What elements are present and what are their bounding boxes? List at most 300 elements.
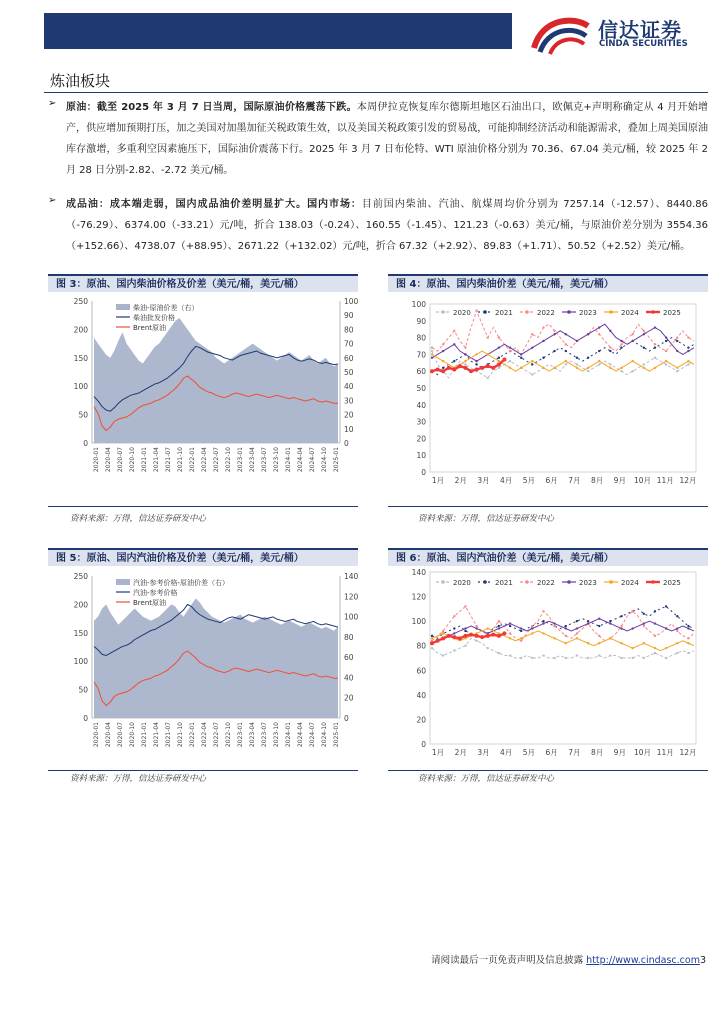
data-point xyxy=(565,635,567,637)
y-tick-label: 90 xyxy=(416,316,426,326)
x-tick-label: 8月 xyxy=(590,476,604,485)
y-left-tick-label: 0 xyxy=(83,714,88,723)
x-tick-label: 2022-01 xyxy=(189,722,196,748)
y-left-tick-label: 100 xyxy=(73,382,88,392)
data-point xyxy=(553,333,555,335)
data-point xyxy=(509,346,511,348)
legend-label: 2023 xyxy=(579,579,597,587)
x-tick-label: 2023-07 xyxy=(261,722,268,748)
data-point xyxy=(598,625,600,627)
y-right-tick-label: 60 xyxy=(344,653,354,663)
data-point xyxy=(643,613,645,615)
data-point xyxy=(631,370,633,372)
data-point xyxy=(609,363,611,365)
data-point xyxy=(520,657,522,659)
data-point xyxy=(687,363,689,365)
chart-gasoline-spread-yearly xyxy=(388,568,708,778)
data-point xyxy=(542,632,544,634)
data-point xyxy=(486,364,490,368)
y-tick-label: 40 xyxy=(416,690,426,700)
data-point xyxy=(487,627,489,629)
data-point xyxy=(654,652,656,654)
data-point xyxy=(442,654,444,656)
data-point xyxy=(487,647,489,649)
legend-label: 2022 xyxy=(537,579,555,587)
data-point xyxy=(609,330,611,332)
y-tick-label: 80 xyxy=(416,333,426,343)
data-point xyxy=(609,350,611,352)
data-point xyxy=(502,631,506,635)
data-point xyxy=(576,363,578,365)
data-point xyxy=(665,360,667,362)
paragraph-body: 本周伊拉克恢复库尔德斯坦地区石油出口，欧佩克+声明称确定从 4 月开始增产，供应增加预期打压，加之美国对加墨加征关税政策生效，以及美国关税政策引发的贸易战，可能抑制经济活动和能源需求，叠加上周美国原油库存激增，多重利空因素施压下，国际油价震荡下行。2025 年 3 月 7 日布伦特、WTI 原油价格分别为 70.36、67.04 美元/桶，较 2025 年 2 月 28 日分别-2.82、-2.72 美元/桶。 xyxy=(66,102,708,176)
y-left-tick-label: 0 xyxy=(83,439,88,448)
x-tick-label: 2020-07 xyxy=(117,722,124,748)
data-point xyxy=(542,340,544,342)
data-point xyxy=(676,340,678,342)
y-tick-label: 120 xyxy=(411,592,426,602)
data-point xyxy=(598,350,600,352)
x-tick-label: 2025-01 xyxy=(333,722,340,748)
data-point xyxy=(531,333,533,335)
x-tick-label: 2021-01 xyxy=(141,722,148,748)
data-point xyxy=(487,353,489,355)
data-point xyxy=(665,657,667,659)
data-point xyxy=(620,343,622,345)
x-tick-label: 2021-10 xyxy=(177,722,184,748)
legend-label: 2024 xyxy=(621,309,639,317)
x-tick-label: 2023-04 xyxy=(249,722,256,748)
section-divider xyxy=(44,92,708,93)
data-point xyxy=(520,640,522,642)
data-point xyxy=(598,363,600,365)
data-point xyxy=(676,336,678,338)
data-point xyxy=(531,373,533,375)
x-tick-label: 11月 xyxy=(656,748,674,757)
x-tick-label: 2月 xyxy=(454,476,467,485)
legend-label: 2025 xyxy=(663,579,681,587)
data-point xyxy=(687,360,689,362)
data-point xyxy=(643,346,645,348)
data-point xyxy=(620,657,622,659)
data-point xyxy=(565,360,567,362)
data-point xyxy=(531,627,533,629)
x-tick-label: 6月 xyxy=(545,748,558,757)
y-right-tick-label: 60 xyxy=(344,353,354,363)
data-point xyxy=(643,330,645,332)
data-point xyxy=(453,360,455,362)
data-point xyxy=(520,357,522,359)
data-point xyxy=(498,627,500,629)
x-tick-label: 2023-01 xyxy=(237,447,244,473)
data-point xyxy=(520,630,522,632)
x-tick-label: 10月 xyxy=(634,476,652,485)
legend-label: 2020 xyxy=(453,309,471,317)
y-tick-label: 140 xyxy=(411,568,426,577)
x-tick-label: 2020-10 xyxy=(129,447,136,473)
section-title: 炼油板块 xyxy=(50,72,111,90)
y-tick-label: 100 xyxy=(411,300,426,309)
data-point xyxy=(464,630,466,632)
data-point xyxy=(542,326,544,328)
legend-label: Brent原油 xyxy=(133,324,167,332)
x-tick-label: 1月 xyxy=(431,476,445,485)
data-point xyxy=(520,367,522,369)
data-point xyxy=(609,346,611,348)
x-tick-label: 2020-01 xyxy=(93,722,100,748)
data-point xyxy=(475,353,477,355)
legend-label: 2021 xyxy=(495,579,513,587)
data-point xyxy=(498,620,500,622)
data-point xyxy=(553,350,555,352)
y-left-tick-label: 150 xyxy=(73,628,88,638)
x-tick-label: 7月 xyxy=(568,748,581,757)
data-point xyxy=(509,637,511,639)
legend-marker xyxy=(525,580,529,584)
data-point xyxy=(620,615,622,617)
website-link[interactable]: http://www.cindasc.com xyxy=(586,955,700,966)
data-point xyxy=(453,330,455,332)
y-right-tick-label: 30 xyxy=(344,396,354,406)
spread-area-series xyxy=(94,598,338,718)
data-point xyxy=(620,367,622,369)
y-tick-label: 60 xyxy=(416,367,426,377)
x-tick-label: 2021-07 xyxy=(165,722,172,748)
data-point xyxy=(676,627,678,629)
y-right-tick-label: 0 xyxy=(344,714,349,723)
data-point xyxy=(676,652,678,654)
y-tick-label: 60 xyxy=(416,666,426,676)
data-point xyxy=(453,649,455,651)
data-point xyxy=(687,625,689,627)
x-tick-label: 2023-04 xyxy=(249,447,256,473)
data-point xyxy=(475,310,477,312)
x-tick-label: 12月 xyxy=(679,476,697,485)
legend-marker xyxy=(567,310,571,314)
data-point xyxy=(498,360,500,362)
x-tick-label: 3月 xyxy=(477,748,490,757)
bullet-2: ➢ xyxy=(48,195,57,206)
data-point xyxy=(520,353,522,355)
data-point xyxy=(598,326,600,328)
data-point xyxy=(565,625,567,627)
data-point xyxy=(436,368,440,372)
x-tick-label: 2024-07 xyxy=(309,722,316,748)
data-point xyxy=(464,363,466,365)
data-point xyxy=(665,340,667,342)
y-left-tick-label: 250 xyxy=(73,297,88,306)
data-point xyxy=(676,642,678,644)
y-right-tick-label: 80 xyxy=(344,632,354,642)
data-point xyxy=(565,642,567,644)
data-point xyxy=(491,633,495,637)
data-point xyxy=(609,622,611,624)
x-tick-label: 2020-04 xyxy=(105,722,112,748)
legend-swatch xyxy=(116,579,130,585)
y-right-tick-label: 50 xyxy=(344,368,354,377)
data-point xyxy=(676,615,678,617)
y-tick-label: 80 xyxy=(416,641,426,651)
data-point xyxy=(643,642,645,644)
data-point xyxy=(643,367,645,369)
data-point xyxy=(509,360,511,362)
data-point xyxy=(631,647,633,649)
figure-5 xyxy=(48,548,358,788)
data-point xyxy=(576,632,578,634)
data-point xyxy=(598,642,600,644)
data-point xyxy=(620,346,622,348)
data-point xyxy=(542,367,544,369)
data-point xyxy=(687,637,689,639)
figure-source: 资料来源：万得，信达证券研发中心 xyxy=(70,514,207,524)
data-point xyxy=(464,645,466,647)
chart-diesel-spread-yearly xyxy=(388,294,708,504)
data-point xyxy=(576,627,578,629)
x-tick-label: 2024-10 xyxy=(321,447,328,473)
data-point xyxy=(480,366,484,370)
brand-name-en: CINDA SECURITIES xyxy=(599,39,688,49)
legend-marker xyxy=(441,310,445,314)
data-point xyxy=(531,363,533,365)
data-point xyxy=(431,357,433,359)
data-point xyxy=(609,637,611,639)
x-tick-label: 2021-01 xyxy=(141,447,148,473)
figure-6 xyxy=(388,548,708,788)
y-left-tick-label: 50 xyxy=(78,685,88,695)
data-point xyxy=(509,632,511,634)
x-tick-label: 9月 xyxy=(613,476,626,485)
legend-swatch xyxy=(116,304,130,310)
x-tick-label: 2021-04 xyxy=(153,722,160,748)
year-line-series xyxy=(432,338,694,375)
data-point xyxy=(654,343,656,345)
data-point xyxy=(475,640,477,642)
data-point xyxy=(553,625,555,627)
data-point xyxy=(565,627,567,629)
data-point xyxy=(542,620,544,622)
data-point xyxy=(430,369,434,373)
y-tick-label: 0 xyxy=(421,740,426,749)
x-tick-label: 10月 xyxy=(634,748,652,757)
data-point xyxy=(441,369,445,373)
data-point xyxy=(491,366,495,370)
x-tick-label: 2022-10 xyxy=(225,447,232,473)
data-point xyxy=(676,350,678,352)
data-point xyxy=(598,617,600,619)
legend-label: 2023 xyxy=(579,309,597,317)
x-tick-label: 2023-01 xyxy=(237,722,244,748)
data-point xyxy=(654,326,656,328)
data-point xyxy=(665,605,667,607)
data-point xyxy=(631,333,633,335)
data-point xyxy=(631,657,633,659)
data-point xyxy=(453,343,455,345)
data-point xyxy=(565,333,567,335)
data-point xyxy=(631,627,633,629)
data-point xyxy=(620,370,622,372)
data-point xyxy=(498,346,500,348)
spread-area-series xyxy=(94,318,338,443)
data-point xyxy=(498,625,500,627)
data-point xyxy=(458,636,462,640)
data-point xyxy=(487,377,489,379)
data-point xyxy=(587,357,589,359)
data-point xyxy=(654,610,656,612)
y-right-tick-label: 100 xyxy=(344,612,358,622)
data-point xyxy=(687,336,689,338)
year-line-series xyxy=(432,351,694,378)
legend-label: 2025 xyxy=(663,309,681,317)
x-tick-label: 2021-04 xyxy=(153,447,160,473)
bullet-1: ➢ xyxy=(48,98,57,109)
data-point xyxy=(475,625,477,627)
paragraph-body: 目前国内柴油、汽油、航煤周均价分别为 7257.14（-12.57）、8440.86（-76.29）、6374.00（-33.21）元/吨，折合 138.03（-0.24）、160.55（-1.45）、121.23（-0.63）美元/桶，与原油价差分别为 3554.36（+152.66）、4738.07（+88.95）、2671.22（+132.02）元/吨，折合 67.32（+2.92）、89.83（+1.71）、50.52（+2.52）美元/桶。 xyxy=(66,199,708,252)
data-point xyxy=(587,367,589,369)
page-footer xyxy=(431,952,706,966)
figure-3 xyxy=(48,274,358,524)
data-point xyxy=(620,625,622,627)
data-point xyxy=(498,336,500,338)
data-point xyxy=(431,647,433,649)
figure-source: 资料来源：万得，信达证券研发中心 xyxy=(418,774,555,784)
x-tick-label: 2024-07 xyxy=(309,447,316,473)
y-right-tick-label: 40 xyxy=(344,382,354,392)
data-point xyxy=(475,627,477,629)
legend-label: 汽油-参考价格-原油价差（右） xyxy=(133,579,230,587)
figure-divider xyxy=(388,506,708,507)
figure-divider xyxy=(48,506,358,507)
y-right-tick-label: 100 xyxy=(344,297,358,306)
legend-label: 2022 xyxy=(537,309,555,317)
x-tick-label: 2025-01 xyxy=(333,447,340,473)
y-right-tick-label: 70 xyxy=(344,339,354,349)
data-point xyxy=(587,370,589,372)
year-line-series xyxy=(432,324,694,361)
data-point xyxy=(452,368,456,372)
x-tick-label: 1月 xyxy=(431,748,445,757)
x-tick-label: 4月 xyxy=(500,476,513,485)
data-point xyxy=(553,367,555,369)
chart-gasoline-price-spread xyxy=(48,568,358,778)
data-point xyxy=(631,360,633,362)
data-point xyxy=(676,367,678,369)
figure-title: 图 3：原油、国内柴油价格及价差（美元/桶，美元/桶） xyxy=(48,274,358,292)
legend-marker xyxy=(609,580,613,584)
x-tick-label: 12月 xyxy=(679,748,697,757)
data-point xyxy=(431,637,433,639)
y-left-tick-label: 200 xyxy=(73,325,88,335)
data-point xyxy=(676,630,678,632)
x-tick-label: 2024-01 xyxy=(285,722,292,748)
data-point xyxy=(609,367,611,369)
y-tick-label: 50 xyxy=(416,384,426,393)
data-point xyxy=(565,363,567,365)
y-tick-label: 40 xyxy=(416,400,426,410)
data-point xyxy=(553,622,555,624)
x-tick-label: 2024-04 xyxy=(297,722,304,748)
x-tick-label: 3月 xyxy=(477,476,490,485)
y-right-tick-label: 120 xyxy=(344,592,358,602)
data-point xyxy=(509,367,511,369)
plot-frame xyxy=(430,572,696,744)
data-point xyxy=(442,360,444,362)
data-point xyxy=(665,647,667,649)
y-tick-label: 20 xyxy=(416,434,426,444)
data-point xyxy=(498,367,500,369)
data-point xyxy=(442,350,444,352)
x-tick-label: 2023-10 xyxy=(273,447,280,473)
data-point xyxy=(598,360,600,362)
data-point xyxy=(464,353,466,355)
y-right-tick-label: 80 xyxy=(344,325,354,335)
data-point xyxy=(469,369,473,373)
x-tick-label: 5月 xyxy=(522,748,536,757)
chart-diesel-price-spread xyxy=(48,294,358,504)
data-point xyxy=(654,635,656,637)
y-tick-label: 0 xyxy=(421,468,426,477)
data-point xyxy=(687,346,689,348)
data-point xyxy=(609,620,611,622)
data-point xyxy=(643,625,645,627)
data-point xyxy=(576,654,578,656)
data-point xyxy=(643,657,645,659)
data-point xyxy=(576,367,578,369)
data-point xyxy=(453,632,455,634)
data-point xyxy=(486,634,490,638)
data-point xyxy=(576,637,578,639)
figure-title: 图 5：原油、国内汽油价格及价差（美元/桶，美元/桶） xyxy=(48,548,358,566)
x-tick-label: 4月 xyxy=(500,748,513,757)
y-left-tick-label: 150 xyxy=(73,353,88,363)
x-tick-label: 2024-04 xyxy=(297,447,304,473)
data-point xyxy=(665,336,667,338)
y-left-tick-label: 200 xyxy=(73,600,88,610)
data-point xyxy=(654,647,656,649)
x-tick-label: 2022-04 xyxy=(201,447,208,473)
data-point xyxy=(587,642,589,644)
data-point xyxy=(565,657,567,659)
legend-marker xyxy=(441,580,445,584)
data-point xyxy=(458,364,462,368)
data-point xyxy=(442,632,444,634)
data-point xyxy=(665,627,667,629)
legend-label: 柴油-原油价差（右） xyxy=(133,304,199,312)
data-point xyxy=(464,605,466,607)
x-tick-label: 8月 xyxy=(590,748,604,757)
x-tick-label: 9月 xyxy=(613,748,626,757)
data-point xyxy=(542,654,544,656)
data-point xyxy=(542,622,544,624)
data-point xyxy=(531,360,533,362)
y-left-tick-label: 100 xyxy=(73,657,88,667)
y-right-tick-label: 20 xyxy=(344,410,354,420)
data-point xyxy=(436,639,440,643)
y-left-tick-label: 50 xyxy=(78,410,88,420)
data-point xyxy=(654,346,656,348)
data-point xyxy=(447,634,451,638)
disclaimer-text: 请阅读最后一页免责声明及信息披露 xyxy=(431,955,584,966)
x-tick-label: 2020-01 xyxy=(93,447,100,473)
data-point xyxy=(520,637,522,639)
y-right-tick-label: 90 xyxy=(344,311,354,321)
data-point xyxy=(587,657,589,659)
brand-name-cn: 信达证券 xyxy=(598,18,682,42)
figure-4 xyxy=(388,274,708,524)
x-tick-label: 2023-07 xyxy=(261,447,268,473)
x-tick-label: 2022-10 xyxy=(225,722,232,748)
data-point xyxy=(620,627,622,629)
data-point xyxy=(553,637,555,639)
